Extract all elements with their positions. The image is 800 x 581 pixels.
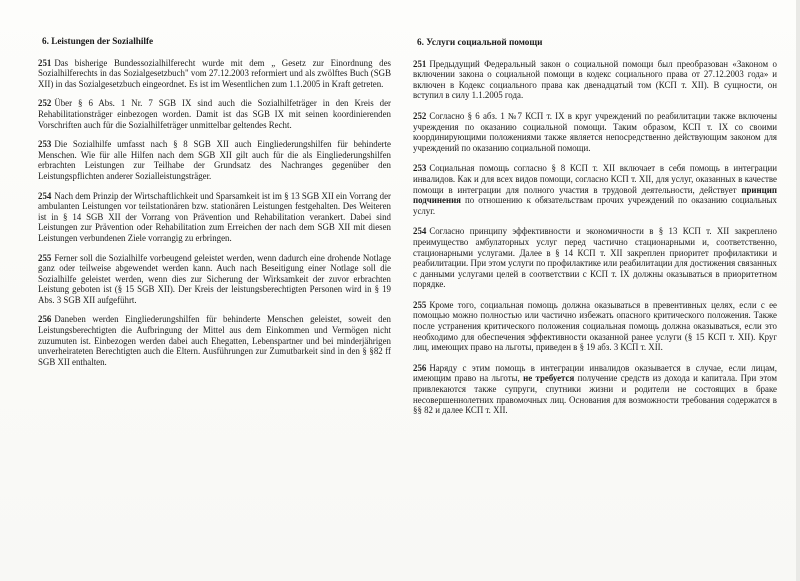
paragraph-text-continued: по отношению к обязательствам прочих учреждений по оказанию социальных услуг.	[413, 195, 777, 216]
paragraph-number: 255	[413, 299, 427, 310]
paragraph-text: Die Sozialhilfe umfasst nach § 8 SGB XII auch Eingliederungshilfen für behinderte Menschen. Wie für alle Hilfen nach dem SGB XII gilt auch für die als Eingliederungshilfen erbrachten Leistungen zur Teilhabe der Grundsatz des Nachranges gegenüber den Leistungspflichten anderer Sozialleistungsträger.	[38, 139, 391, 181]
paragraph-number: 254	[38, 190, 52, 201]
paragraph-number: 251	[413, 58, 427, 69]
paragraph-text: Социальная помощь согласно § 8 КСП т. XII включает в себя помощь в интеграции инвалидов. Как и для всех видов помощи, согласно КСП т. XII, для услуг, оказанных в качестве помощи в интеграции для полного участия в трудовой деятельности, действует	[413, 163, 777, 195]
paragraph-number: 252	[38, 98, 52, 109]
paragraph-number: 251	[38, 57, 52, 68]
paragraph-number: 256	[413, 362, 427, 373]
paragraph-text: Согласно § 6 абз. 1 №7 КСП т. IX в круг учреждений по реабилитации также включены учреждения по оказанию социальной помощи. Таким образом, КСП т. IX со своими координирующими положениями также является непосредственно действующим законом для учреждений по оказанию социальной помощи.	[413, 110, 777, 153]
paragraph-text: Das bisherige Bundessozialhilferecht wurde mit dem „ Gesetz zur Einordnung des Sozialhilferechts in das Sozialgesetzbuch" vom 27.12.2003 reformiert und als zwölftes Buch (SGB XII) in das Sozialgesetzbuch eingeordnet. Es ist im Wesentlichen zum 1.1.2005 in Kraft getreten.	[38, 57, 391, 89]
german-paragraph-256	[38, 314, 391, 367]
paragraph-text: Предыдущий Федеральный закон о социальной помощи был преобразован «Законом о включении закона о социальной помощи в кодекс социального права от 27.12.2003 года» и включен в Кодекс социального права как двенадцатый том (КСП т. XII). В сущности, он вступил в силу 1.1.2005 года.	[413, 58, 777, 101]
scan-edge	[796, 0, 800, 581]
russian-paragraph-256	[413, 363, 777, 416]
paragraph-text: Наряду с этим помощь в интеграции инвалидов оказывается в случае, если лицам, имеющим право на льготы,	[413, 362, 777, 384]
paragraph-text: Ferner soll die Sozialhilfe vorbeugend geleistet werden, wenn dadurch eine drohende Notlage ganz oder teilweise abgewendet werden kann. Auch nach Beseitigung einer Notlage soll die Sozialhilfe geleistet werden, wenn dies zur Sicherung der Wirksamkeit der zuvor erbrachten Leistung geboten ist (§ 15 SGB XII). Der Kreis der leistungsberechtigten Personen wird in § 19 Abs. 3 SGB XII aufgeführt.	[38, 252, 391, 305]
german-paragraph-253	[38, 139, 391, 181]
paragraph-text-continued: получение средств из дохода и капитала. При этом привлекаются также супруги, спутники жизни и родители не состоящих в браке несовершеннолетних правомочных лиц. Основания для возможности требования содержатся в §§ 82 и далее КСП т. XII.	[413, 373, 777, 416]
russian-heading: 6. Услуги социальной помощи	[417, 37, 543, 47]
emphasis-text: принцип подчинения	[413, 184, 777, 206]
emphasis-text: не требуется	[523, 373, 575, 384]
russian-paragraph-253	[413, 163, 777, 216]
paragraph-number: 253	[413, 163, 427, 174]
german-paragraph-251	[38, 58, 391, 90]
paragraph-number: 255	[38, 252, 52, 263]
paragraph-number: 256	[38, 314, 52, 325]
paragraph-text: Daneben werden Eingliederungshilfen für behinderte Menschen geleistet, soweit den Leistungsberechtigten die Aufbringung der Mittel aus dem Einkommen und Vermögen nicht zuzumuten ist. Einbezogen werden dabei auch Ehegatten, Lebenspartner und bei minderjährigen unverheirateten Berechtigten auch die Eltern. Ausführungen zur Zumutbarkeit sind in den § §82 ff SGB XII enthalten.	[38, 314, 391, 367]
paragraph-text: Кроме того, социальная помощь должна оказываться в превентивных целях, если с ее помощью можно полностью или частично избежать опасного критического положения. Также после устранения критического положения социальная помощь должна оказываться, если это необходимо для обеспечения эффективности оказанной ранее услуги (§ 15 КСП т. XII). Круг лиц, имеющих право на льготы, приведен в § 19 абз. 3 КСП т. XII.	[413, 299, 777, 353]
russian-column	[413, 37, 777, 426]
german-column	[38, 36, 391, 376]
russian-paragraph-251	[413, 59, 777, 101]
russian-paragraph-254	[413, 226, 777, 290]
german-heading: 6. Leistungen der Sozialhilfe	[42, 36, 154, 46]
paragraph-text: Nach dem Prinzip der Wirtschaftlichkeit und Sparsamkeit ist im § 13 SGB XII ein Vorrang der ambulanten Leistungen vor teilstationären bzw. stationären Leistungen festgehalten. Des Weiteren ist in § 14 SGB XII der Vorrang von Prävention und Rehabilitation verankert. Dabei sind Leistungen zur Prävention oder Rehabilitation zum Erreichen der nach dem SGB XII mit diesen Leistungen verbundenen Ziele vorrangig zu erbringen.	[38, 190, 391, 243]
german-paragraph-255	[38, 253, 391, 306]
russian-paragraph-255	[413, 300, 777, 353]
paragraph-text: Согласно принципу эффективности и экономичности в § 13 КСП т. XII закреплено преимущество амбулаторных услуг перед частично стационарными и, соответственно, стационарными услугами. Далее в § 14 КСП т. XII закреплен приоритет профилактики и реабилитации. При этом услуги по профилактике или реабилитации для достижения связанных с данными услугами целей в соответствии с КСП т. IX должны оказываться в приоритетном порядке.	[413, 226, 777, 290]
paragraph-text: Über § 6 Abs. 1 Nr. 7 SGB IX sind auch die Sozialhilfeträger in den Kreis der Rehabilitationsträger einbezogen worden. Damit ist das SGB IX mit seinen koordinierenden Vorschriften auch für die Sozialhilfeträger unmittelbar geltendes Recht.	[38, 98, 391, 130]
paragraph-number: 253	[38, 139, 52, 150]
german-paragraph-254	[38, 191, 391, 244]
russian-paragraph-252	[413, 111, 777, 153]
paragraph-number: 254	[413, 226, 427, 237]
paragraph-number: 252	[413, 110, 427, 121]
german-paragraph-252	[38, 98, 391, 130]
